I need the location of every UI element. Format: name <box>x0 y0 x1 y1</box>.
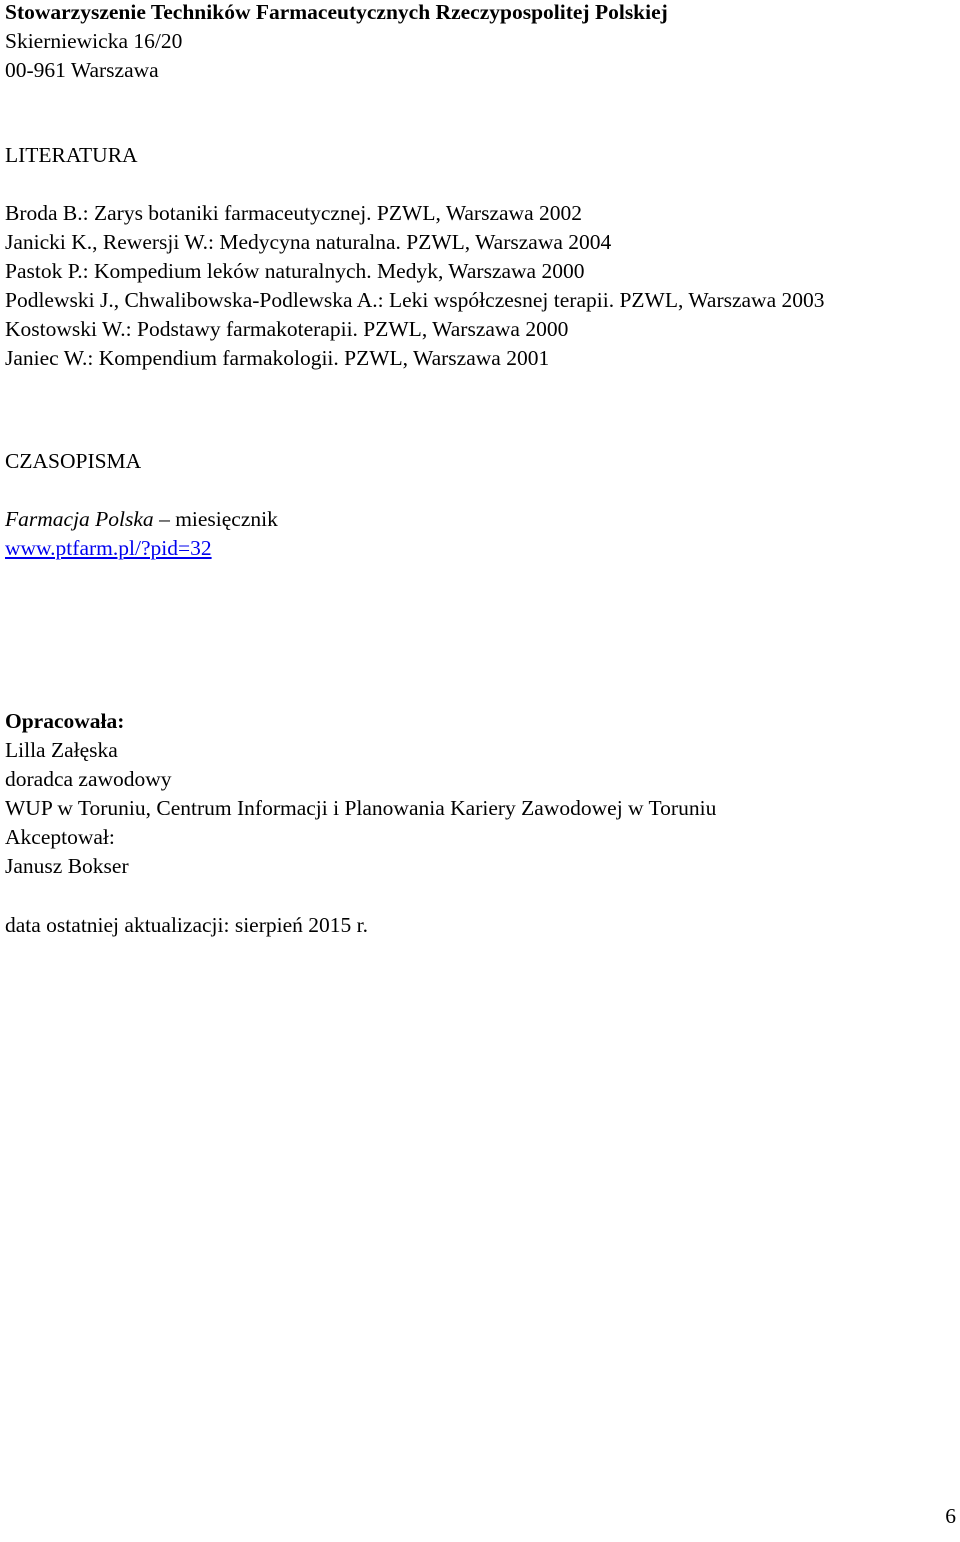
journal-title: Farmacja Polska <box>5 507 154 531</box>
journal-block <box>5 505 278 563</box>
journal-description: – miesięcznik <box>153 507 278 531</box>
accepted-by-label: Akceptował: <box>5 825 115 849</box>
page-number: 6 <box>945 1504 956 1528</box>
journals-heading: CZASOPISMA <box>5 449 142 473</box>
literature-entry: Podlewski J., Chwalibowska-Podlewska A.: Leki współczesnej terapii. PZWL, Warszawa 2003 <box>5 288 825 312</box>
organization-city: 00-961 Warszawa <box>5 58 159 82</box>
prepared-by-name: Lilla Załęska <box>5 738 118 762</box>
organization-address <box>5 0 668 85</box>
last-update-date: data ostatniej aktualizacji: sierpień 2015 r. <box>5 913 368 937</box>
prepared-by-role: doradca zawodowy <box>5 767 172 791</box>
prepared-by-label: Opracowała: <box>5 709 125 733</box>
prepared-by-organization: WUP w Toruniu, Centrum Informacji i Planowania Kariery Zawodowej w Toruniu <box>5 796 717 820</box>
literature-heading: LITERATURA <box>5 143 138 167</box>
literature-entry: Broda B.: Zarys botaniki farmaceutycznej. PZWL, Warszawa 2002 <box>5 201 582 225</box>
literature-entry: Pastok P.: Kompedium leków naturalnych. Medyk, Warszawa 2000 <box>5 259 585 283</box>
literature-list <box>5 199 945 373</box>
literature-entry: Kostowski W.: Podstawy farmakoterapii. PZWL, Warszawa 2000 <box>5 317 569 341</box>
organization-street: Skierniewicka 16/20 <box>5 29 183 53</box>
literature-entry: Janicki K., Rewersji W.: Medycyna naturalna. PZWL, Warszawa 2004 <box>5 230 612 254</box>
organization-name: Stowarzyszenie Techników Farmaceutycznych Rzeczypospolitej Polskiej <box>5 0 668 24</box>
accepted-by-name: Janusz Bokser <box>5 854 129 878</box>
journal-link[interactable]: www.ptfarm.pl/?pid=32 <box>5 536 212 560</box>
literature-entry: Janiec W.: Kompendium farmakologii. PZWL, Warszawa 2001 <box>5 346 550 370</box>
credits-block <box>5 707 716 881</box>
journal-line <box>5 505 278 534</box>
